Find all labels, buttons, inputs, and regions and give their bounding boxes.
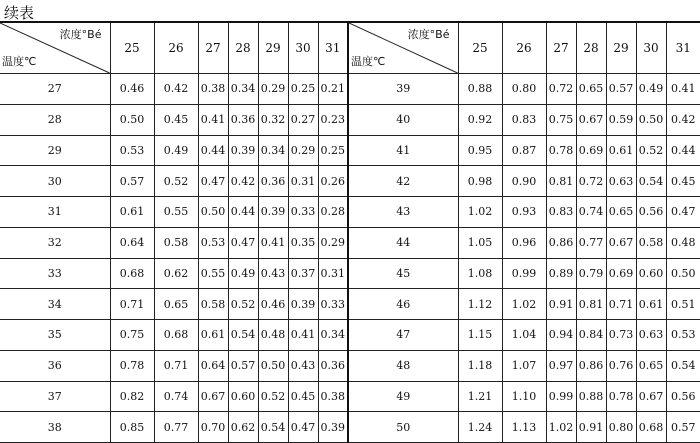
temperature-cell: 32	[0, 227, 110, 258]
temperature-label: 温度℃	[351, 55, 386, 68]
value-cell: 0.58	[198, 289, 228, 320]
diagonal-header-left	[0, 22, 110, 74]
table-row	[0, 104, 700, 135]
value-cell: 0.48	[258, 320, 288, 351]
col-header: 29	[258, 22, 288, 74]
col-header: 30	[636, 22, 666, 74]
value-cell: 0.33	[288, 197, 318, 228]
value-cell: 0.32	[258, 104, 288, 135]
value-cell: 0.41	[198, 104, 228, 135]
value-cell: 0.60	[228, 381, 258, 412]
value-cell: 0.49	[636, 74, 666, 105]
value-cell: 0.65	[606, 197, 636, 228]
value-cell: 1.12	[458, 289, 502, 320]
value-cell: 0.52	[636, 135, 666, 166]
value-cell: 0.81	[546, 166, 576, 197]
value-cell: 0.54	[258, 412, 288, 443]
value-cell: 0.99	[502, 258, 546, 289]
value-cell: 0.54	[636, 166, 666, 197]
temperature-cell: 27	[0, 74, 110, 105]
value-cell: 0.91	[546, 289, 576, 320]
value-cell: 0.33	[318, 289, 348, 320]
value-cell: 0.88	[458, 74, 502, 105]
concentration-label: 浓度°Bé	[407, 28, 450, 41]
value-cell: 0.61	[110, 197, 154, 228]
value-cell: 0.43	[258, 258, 288, 289]
value-cell: 0.45	[666, 166, 700, 197]
value-cell: 0.80	[606, 412, 636, 443]
table-row	[0, 381, 700, 412]
table-row	[0, 350, 700, 381]
temperature-cell: 36	[0, 350, 110, 381]
value-cell: 0.50	[666, 258, 700, 289]
value-cell: 0.69	[606, 258, 636, 289]
temperature-cell: 31	[0, 197, 110, 228]
value-cell: 0.42	[666, 104, 700, 135]
value-cell: 0.99	[546, 381, 576, 412]
value-cell: 0.29	[288, 135, 318, 166]
temperature-cell: 42	[348, 166, 458, 197]
value-cell: 0.42	[228, 166, 258, 197]
col-header: 25	[458, 22, 502, 74]
value-cell: 1.15	[458, 320, 502, 351]
table-row	[0, 74, 700, 105]
value-cell: 0.29	[318, 227, 348, 258]
temperature-cell: 46	[348, 289, 458, 320]
value-cell: 0.94	[546, 320, 576, 351]
value-cell: 0.36	[228, 104, 258, 135]
value-cell: 0.68	[110, 258, 154, 289]
table-row	[0, 412, 700, 443]
value-cell: 0.47	[666, 197, 700, 228]
value-cell: 0.39	[288, 289, 318, 320]
value-cell: 0.64	[110, 227, 154, 258]
value-cell: 0.47	[198, 166, 228, 197]
col-header: 25	[110, 22, 154, 74]
temperature-cell: 41	[348, 135, 458, 166]
value-cell: 0.36	[258, 166, 288, 197]
value-cell: 0.52	[154, 166, 198, 197]
col-header: 28	[576, 22, 606, 74]
value-cell: 0.57	[666, 412, 700, 443]
value-cell: 0.85	[110, 412, 154, 443]
value-cell: 0.61	[636, 289, 666, 320]
value-cell: 1.21	[458, 381, 502, 412]
value-cell: 0.46	[258, 289, 288, 320]
value-cell: 0.41	[666, 74, 700, 105]
col-header: 30	[288, 22, 318, 74]
temperature-cell: 30	[0, 166, 110, 197]
value-cell: 0.84	[576, 320, 606, 351]
table-row	[0, 320, 700, 351]
concentration-table	[0, 21, 700, 443]
value-cell: 0.87	[502, 135, 546, 166]
value-cell: 0.56	[636, 197, 666, 228]
value-cell: 0.57	[606, 74, 636, 105]
value-cell: 0.67	[606, 227, 636, 258]
value-cell: 0.34	[258, 135, 288, 166]
header-row	[0, 22, 700, 74]
value-cell: 0.54	[666, 350, 700, 381]
temperature-cell: 29	[0, 135, 110, 166]
value-cell: 0.91	[576, 412, 606, 443]
value-cell: 0.21	[318, 74, 348, 105]
value-cell: 0.31	[288, 166, 318, 197]
temperature-cell: 49	[348, 381, 458, 412]
value-cell: 0.31	[318, 258, 348, 289]
temperature-cell: 34	[0, 289, 110, 320]
value-cell: 0.77	[154, 412, 198, 443]
value-cell: 0.47	[288, 412, 318, 443]
value-cell: 0.93	[502, 197, 546, 228]
value-cell: 0.71	[154, 350, 198, 381]
value-cell: 1.02	[546, 412, 576, 443]
value-cell: 0.50	[198, 197, 228, 228]
value-cell: 0.35	[288, 227, 318, 258]
value-cell: 0.71	[606, 289, 636, 320]
value-cell: 0.46	[110, 74, 154, 105]
value-cell: 0.65	[576, 74, 606, 105]
value-cell: 0.65	[154, 289, 198, 320]
value-cell: 0.53	[666, 320, 700, 351]
value-cell: 0.49	[228, 258, 258, 289]
table-row	[0, 289, 700, 320]
value-cell: 0.81	[576, 289, 606, 320]
col-header: 26	[154, 22, 198, 74]
temperature-cell: 28	[0, 104, 110, 135]
temperature-cell: 38	[0, 412, 110, 443]
value-cell: 0.68	[636, 412, 666, 443]
value-cell: 0.45	[288, 381, 318, 412]
value-cell: 0.57	[110, 166, 154, 197]
value-cell: 1.24	[458, 412, 502, 443]
value-cell: 0.63	[606, 166, 636, 197]
value-cell: 1.02	[502, 289, 546, 320]
temperature-cell: 35	[0, 320, 110, 351]
value-cell: 0.39	[258, 197, 288, 228]
col-header: 29	[606, 22, 636, 74]
temperature-label: 温度℃	[2, 55, 37, 68]
value-cell: 0.82	[110, 381, 154, 412]
value-cell: 0.34	[228, 74, 258, 105]
value-cell: 0.62	[154, 258, 198, 289]
value-cell: 0.37	[288, 258, 318, 289]
value-cell: 0.36	[318, 350, 348, 381]
value-cell: 0.83	[502, 104, 546, 135]
col-header: 27	[546, 22, 576, 74]
col-header: 31	[318, 22, 348, 74]
value-cell: 0.58	[636, 227, 666, 258]
value-cell: 0.38	[318, 381, 348, 412]
temperature-cell: 40	[348, 104, 458, 135]
value-cell: 0.61	[198, 320, 228, 351]
value-cell: 0.25	[288, 74, 318, 105]
value-cell: 1.13	[502, 412, 546, 443]
value-cell: 0.80	[502, 74, 546, 105]
temperature-cell: 48	[348, 350, 458, 381]
table-row	[0, 227, 700, 258]
value-cell: 0.49	[154, 135, 198, 166]
value-cell: 0.27	[288, 104, 318, 135]
value-cell: 0.89	[546, 258, 576, 289]
value-cell: 0.51	[666, 289, 700, 320]
value-cell: 0.44	[198, 135, 228, 166]
value-cell: 0.28	[318, 197, 348, 228]
value-cell: 0.71	[110, 289, 154, 320]
value-cell: 0.67	[576, 104, 606, 135]
value-cell: 0.65	[636, 350, 666, 381]
value-cell: 0.23	[318, 104, 348, 135]
value-cell: 1.18	[458, 350, 502, 381]
value-cell: 0.90	[502, 166, 546, 197]
value-cell: 0.42	[154, 74, 198, 105]
value-cell: 0.97	[546, 350, 576, 381]
value-cell: 0.70	[198, 412, 228, 443]
value-cell: 0.41	[288, 320, 318, 351]
value-cell: 0.38	[198, 74, 228, 105]
value-cell: 0.64	[198, 350, 228, 381]
table-caption: 续表	[4, 4, 35, 22]
value-cell: 0.96	[502, 227, 546, 258]
value-cell: 0.67	[636, 381, 666, 412]
value-cell: 0.86	[546, 227, 576, 258]
value-cell: 0.78	[110, 350, 154, 381]
value-cell: 0.60	[636, 258, 666, 289]
value-cell: 0.44	[666, 135, 700, 166]
value-cell: 0.50	[636, 104, 666, 135]
temperature-cell: 37	[0, 381, 110, 412]
temperature-cell: 43	[348, 197, 458, 228]
value-cell: 0.86	[576, 350, 606, 381]
value-cell: 0.72	[546, 74, 576, 105]
value-cell: 0.55	[154, 197, 198, 228]
value-cell: 1.10	[502, 381, 546, 412]
value-cell: 0.67	[198, 381, 228, 412]
diagonal-header-right	[348, 22, 458, 74]
value-cell: 0.39	[228, 135, 258, 166]
value-cell: 0.54	[228, 320, 258, 351]
value-cell: 0.47	[228, 227, 258, 258]
col-header: 28	[228, 22, 258, 74]
value-cell: 0.50	[110, 104, 154, 135]
value-cell: 0.98	[458, 166, 502, 197]
value-cell: 0.59	[606, 104, 636, 135]
value-cell: 0.63	[636, 320, 666, 351]
value-cell: 0.44	[228, 197, 258, 228]
value-cell: 0.57	[228, 350, 258, 381]
value-cell: 0.45	[154, 104, 198, 135]
value-cell: 0.41	[258, 227, 288, 258]
data-table	[0, 21, 700, 443]
temperature-cell: 50	[348, 412, 458, 443]
value-cell: 0.72	[576, 166, 606, 197]
value-cell: 0.61	[606, 135, 636, 166]
temperature-cell: 39	[348, 74, 458, 105]
value-cell: 0.56	[666, 381, 700, 412]
value-cell: 0.68	[154, 320, 198, 351]
value-cell: 0.79	[576, 258, 606, 289]
table-row	[0, 166, 700, 197]
value-cell: 0.50	[258, 350, 288, 381]
value-cell: 0.78	[546, 135, 576, 166]
value-cell: 0.75	[546, 104, 576, 135]
value-cell: 0.53	[110, 135, 154, 166]
value-cell: 0.92	[458, 104, 502, 135]
value-cell: 1.04	[502, 320, 546, 351]
value-cell: 0.95	[458, 135, 502, 166]
value-cell: 0.74	[154, 381, 198, 412]
concentration-label: 浓度°Bé	[59, 28, 102, 41]
value-cell: 0.62	[228, 412, 258, 443]
value-cell: 0.29	[258, 74, 288, 105]
value-cell: 1.08	[458, 258, 502, 289]
value-cell: 0.52	[228, 289, 258, 320]
value-cell: 0.52	[258, 381, 288, 412]
col-header: 27	[198, 22, 228, 74]
value-cell: 0.83	[546, 197, 576, 228]
value-cell: 0.55	[198, 258, 228, 289]
value-cell: 0.26	[318, 166, 348, 197]
value-cell: 0.43	[288, 350, 318, 381]
col-header: 26	[502, 22, 546, 74]
col-header: 31	[666, 22, 700, 74]
value-cell: 0.58	[154, 227, 198, 258]
value-cell: 0.34	[318, 320, 348, 351]
value-cell: 0.69	[576, 135, 606, 166]
table-row	[0, 197, 700, 228]
temperature-cell: 47	[348, 320, 458, 351]
value-cell: 1.02	[458, 197, 502, 228]
value-cell: 0.39	[318, 412, 348, 443]
value-cell: 0.88	[576, 381, 606, 412]
temperature-cell: 45	[348, 258, 458, 289]
value-cell: 0.77	[576, 227, 606, 258]
value-cell: 0.76	[606, 350, 636, 381]
value-cell: 0.74	[576, 197, 606, 228]
temperature-cell: 44	[348, 227, 458, 258]
value-cell: 1.07	[502, 350, 546, 381]
value-cell: 0.73	[606, 320, 636, 351]
table-row	[0, 135, 700, 166]
value-cell: 0.75	[110, 320, 154, 351]
value-cell: 0.25	[318, 135, 348, 166]
value-cell: 0.53	[198, 227, 228, 258]
table-body	[0, 74, 700, 443]
temperature-cell: 33	[0, 258, 110, 289]
table-row	[0, 258, 700, 289]
value-cell: 1.05	[458, 227, 502, 258]
value-cell: 0.78	[606, 381, 636, 412]
value-cell: 0.48	[666, 227, 700, 258]
